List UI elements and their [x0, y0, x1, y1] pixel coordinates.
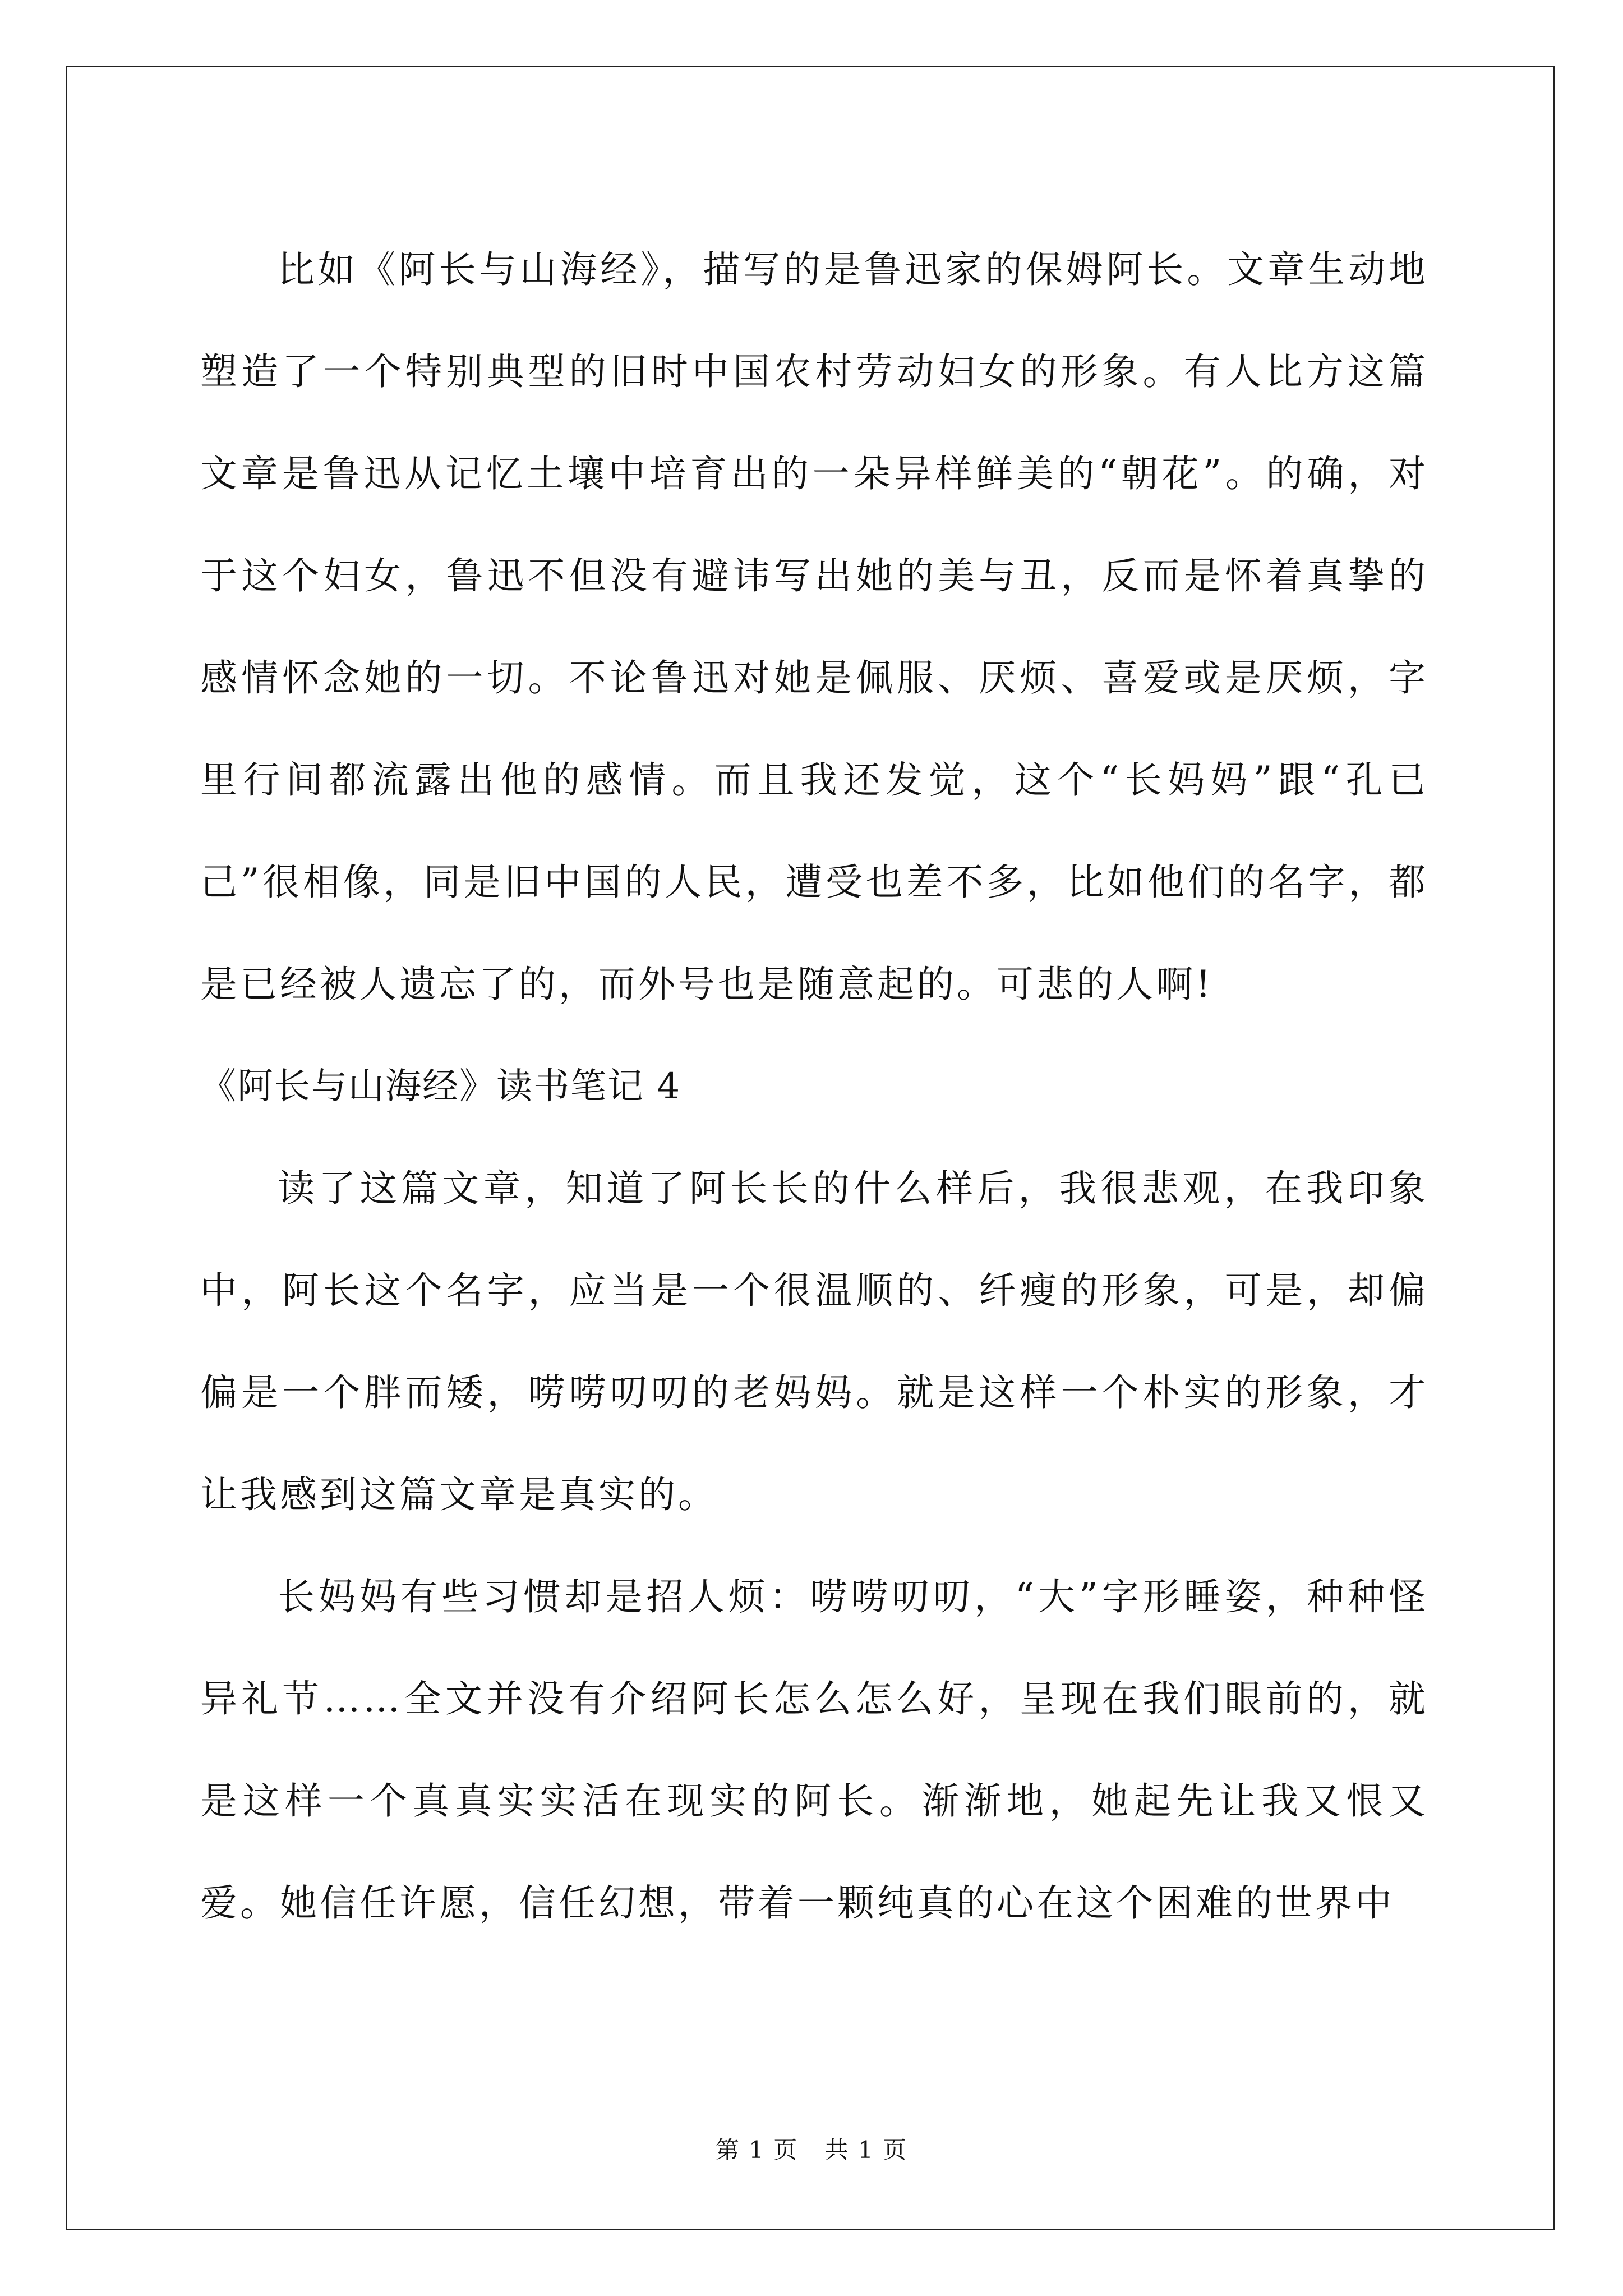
section-title: 《阿长与山海经》读书笔记 4: [200, 1066, 681, 1107]
document-body: [200, 219, 1428, 1954]
page-number: 第 1 页: [715, 2136, 799, 2164]
page-footer: [0, 2132, 1623, 2165]
paragraph-2: 读了这篇文章，知道了阿长长的什么样后，我很悲观，在我印象中，阿长这个名字，应当是一个很温顺的、纤瘦的形象，可是，却偏偏是一个胖而矮，唠唠叨叨的老妈妈。就是这样一个朴实的形象，才让我感到这篇文章是真实的。: [200, 1167, 1428, 1516]
paragraph-3: 长妈妈有些习惯却是招人烦：唠唠叨叨，“大”字形睡姿，种种怪异礼节……全文并没有介绍阿长怎么怎么好，呈现在我们眼前的，就是这样一个真真实实活在现实的阿长。渐渐地，她起先让我又恨又爱。她信任许愿，信任幻想，带着一颗纯真的心在这个困难的世界中: [200, 1575, 1428, 1925]
page-total: 共 1 页: [824, 2136, 908, 2164]
paragraph-1: 比如《阿长与山海经》，描写的是鲁迅家的保姆阿长。文章生动地塑造了一个特别典型的旧时中国农村劳动妇女的形象。有人比方这篇文章是鲁迅从记忆土壤中培育出的一朵异样鲜美的“朝花”。的确，对于这个妇女，鲁迅不但没有避讳写出她的美与丑，反而是怀着真挚的感情怀念她的一切。不论鲁迅对她是佩服、厌烦、喜爱或是厌烦，字里行间都流露出他的感情。而且我还发觉，这个“长妈妈”跟“孔已己”很相像，同是旧中国的人民，遭受也差不多，比如他们的名字，都是已经被人遗忘了的，而外号也是随意起的。可悲的人啊!: [200, 248, 1428, 1006]
